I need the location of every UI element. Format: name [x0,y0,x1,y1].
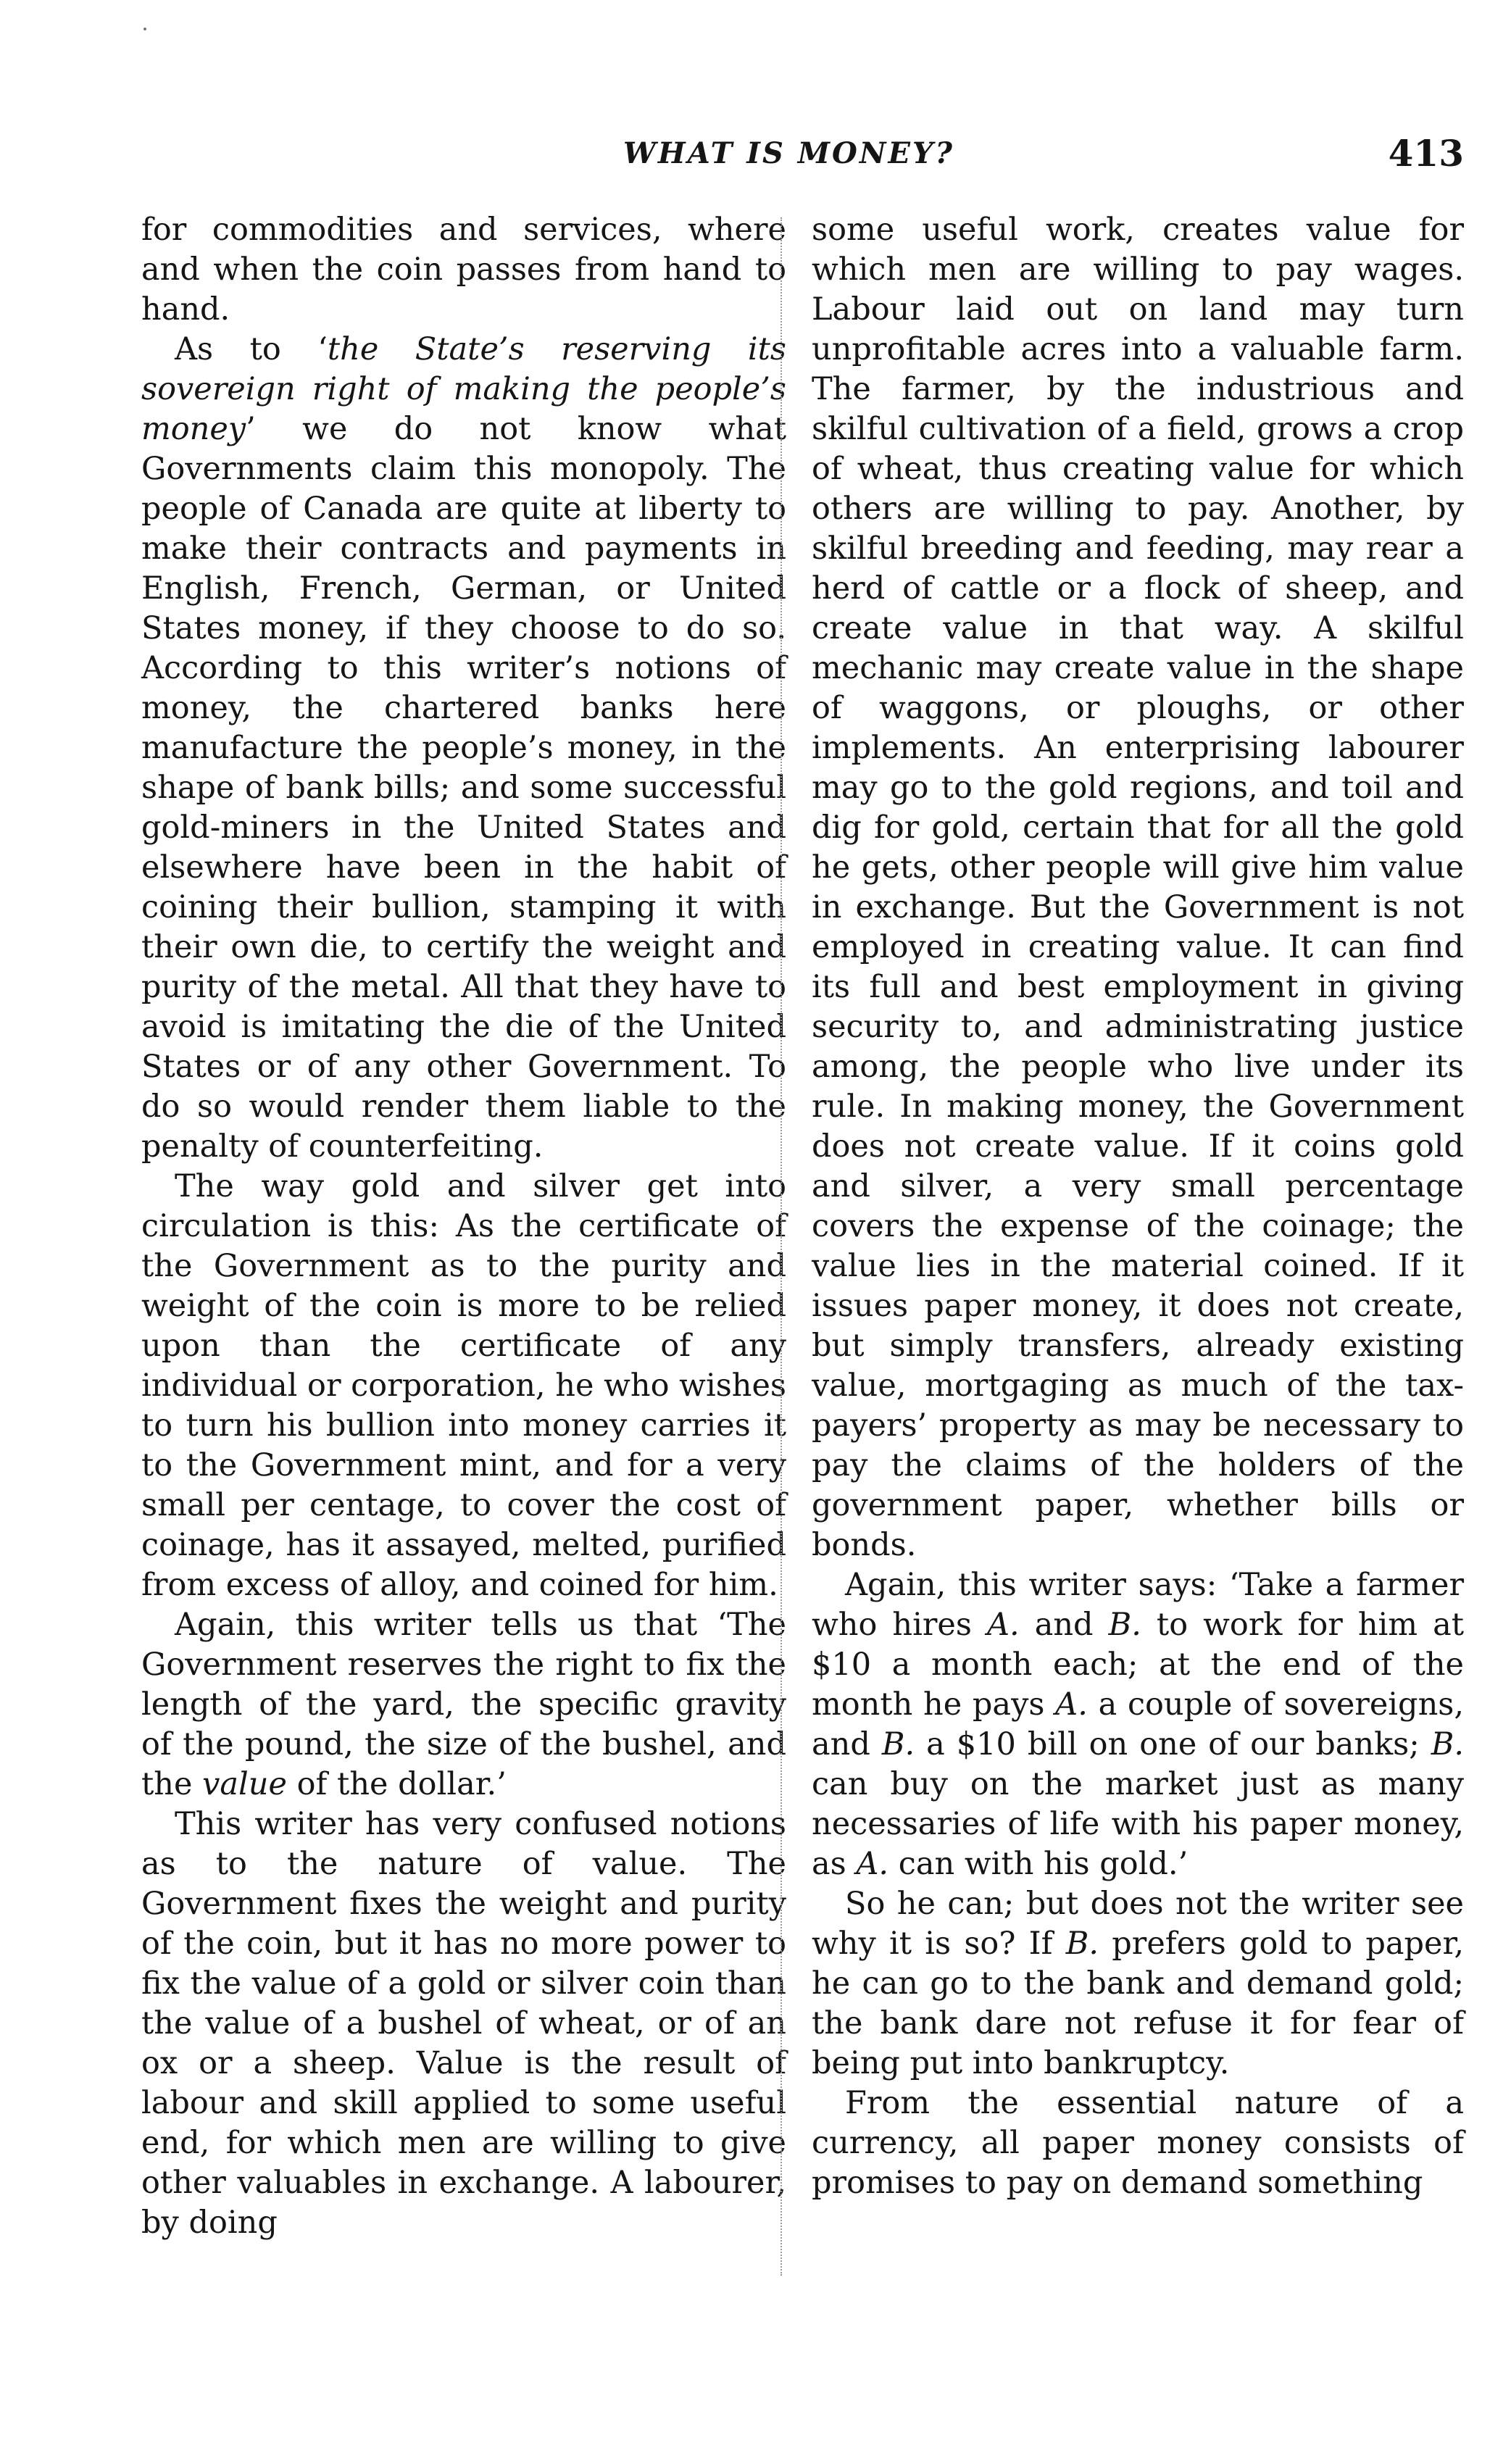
italic-text: B. [881,1726,915,1762]
text-run: of the dollar.’ [286,1766,507,1802]
text-run: prefers gold to paper, he can go to the bank and demand gold; the bank dare not refuse it for fear of being put into bankruptcy. [812,1926,1464,2081]
text-run: a $10 bill on one of our banks; [915,1726,1431,1762]
paragraph [812,2084,1464,2203]
text-run: From the essential nature of a currency, all paper money consists of promises to pay on demand something [812,2085,1464,2201]
scan-speck [143,28,146,30]
text-run: can with his gold.’ [888,1846,1189,1882]
italic-text: B. [1108,1607,1141,1643]
column-divider [781,217,782,2276]
text-run: some useful work, creates value for which men are willing to pay wages. Labour laid out on land may turn unprofitable acres into a valuable farm. The farmer, by the industrious and skilful cultivation of a field, grows a crop of wheat, thus creating value for which others are willing to pay. Another, by skilful breeding and feeding, may rear a herd of cattle or a flock of sheep, and create value in that way. A skilful mechanic may create value in the shape of waggons, or ploughs, or other implements. An enterprising labourer may go to the gold regions, and toil and dig for gold, certain that for all the gold he gets, other people will give him value in exchange. But the Government is not employed in creating value. It can find its full and best employment in giving security to, and administrating justice among, the people who live under its rule. In making money, the Government does not create value. If it coins gold and silver, a very small percentage covers the expense of the coinage; the value lies in the material coined. If it issues paper money, it does not create, but simply transfers, already existing value, mortgaging as much of the tax-payers’ property as may be necessary to pay the claims of the holders of the government paper, whether bills or bonds. [812,212,1464,1563]
paragraph [141,330,786,1167]
italic-text: value [202,1766,287,1802]
paragraph [141,1167,786,1605]
right-column [812,210,1464,2203]
italic-text: B. [1431,1726,1465,1762]
text-run: So he can; but does not the writer see why it is so? If [812,1886,1464,1962]
text-run: The way gold and silver get into circulation is this: As the certificate of the Government as to the purity and weight of the coin is more to be relied upon than the certificate of any individual or corporation, he who wishes to turn his bullion into money carries it to the Government mint, and for a very small per centage, to cover the cost of coinage, has it assayed, melted, purified from excess of alloy, and coined for him. [141,1168,786,1603]
text-run: to work for him at $10 a month each; at the end of the month he pays [812,1607,1465,1723]
paragraph [812,1565,1464,1884]
paragraph [141,1605,786,1805]
left-column [141,210,786,2243]
text-run: can buy on the market just as many necessaries of life with his paper money, as [812,1766,1464,1882]
page-header [145,132,1464,194]
italic-text: A. [856,1846,889,1882]
text-run: ’ we do not know what Governments claim this monopoly. The people of Canada are quite at liberty to make their contracts and payments in English, French, German, or United States money, if they choose to do so. According to this writer’s notions of money, the chartered banks here manufacture the people’s money, in the shape of bank bills; and some successful gold-miners in the United States and elsewhere have been in the habit of coining their bullion, stamping it with their own die, to certify the weight and purity of the metal. All that they have to avoid is imitating the die of the United States or of any other Government. To do so would render them liable to the penalty of counterfeiting. [141,411,786,1165]
running-title: WHAT IS MONEY? [623,136,954,170]
text-run: a couple of sovereigns, and [812,1686,1464,1762]
page-number: 413 [1388,132,1464,175]
text-run: This writer has very confused notions as to the nature of value. The Government fixes the weight and purity of the coin, but it has no more power to fix the value of a gold or silver coin than the value of a bushel of wheat, or of an ox or a sheep. Value is the result of labour and skill applied to some useful end, for which men are willing to give other valuables in exchange. A labourer, by doing [141,1806,786,2241]
paragraph [141,1805,786,2243]
text-run: As to ‘ [175,331,328,367]
text-run: for commodities and services, where and when the coin passes from hand to hand. [141,212,786,328]
text-run: Again, this writer says: ‘Take a farmer who hires [812,1567,1464,1643]
paragraph [812,1884,1464,2084]
text-run: and [1019,1607,1109,1643]
italic-text: the State’s reserving its sovereign right of making the people’s money [141,331,787,447]
paragraph [812,210,1464,1565]
italic-text: B. [1065,1926,1099,1962]
italic-text: A. [986,1607,1020,1643]
paragraph [141,210,786,330]
italic-text: A. [1055,1686,1088,1723]
text-run: Again, this writer tells us that ‘The Government reserves the right to fix the length of the yard, the specific gravity of the pound, the size of the bushel, and the [141,1607,786,1802]
